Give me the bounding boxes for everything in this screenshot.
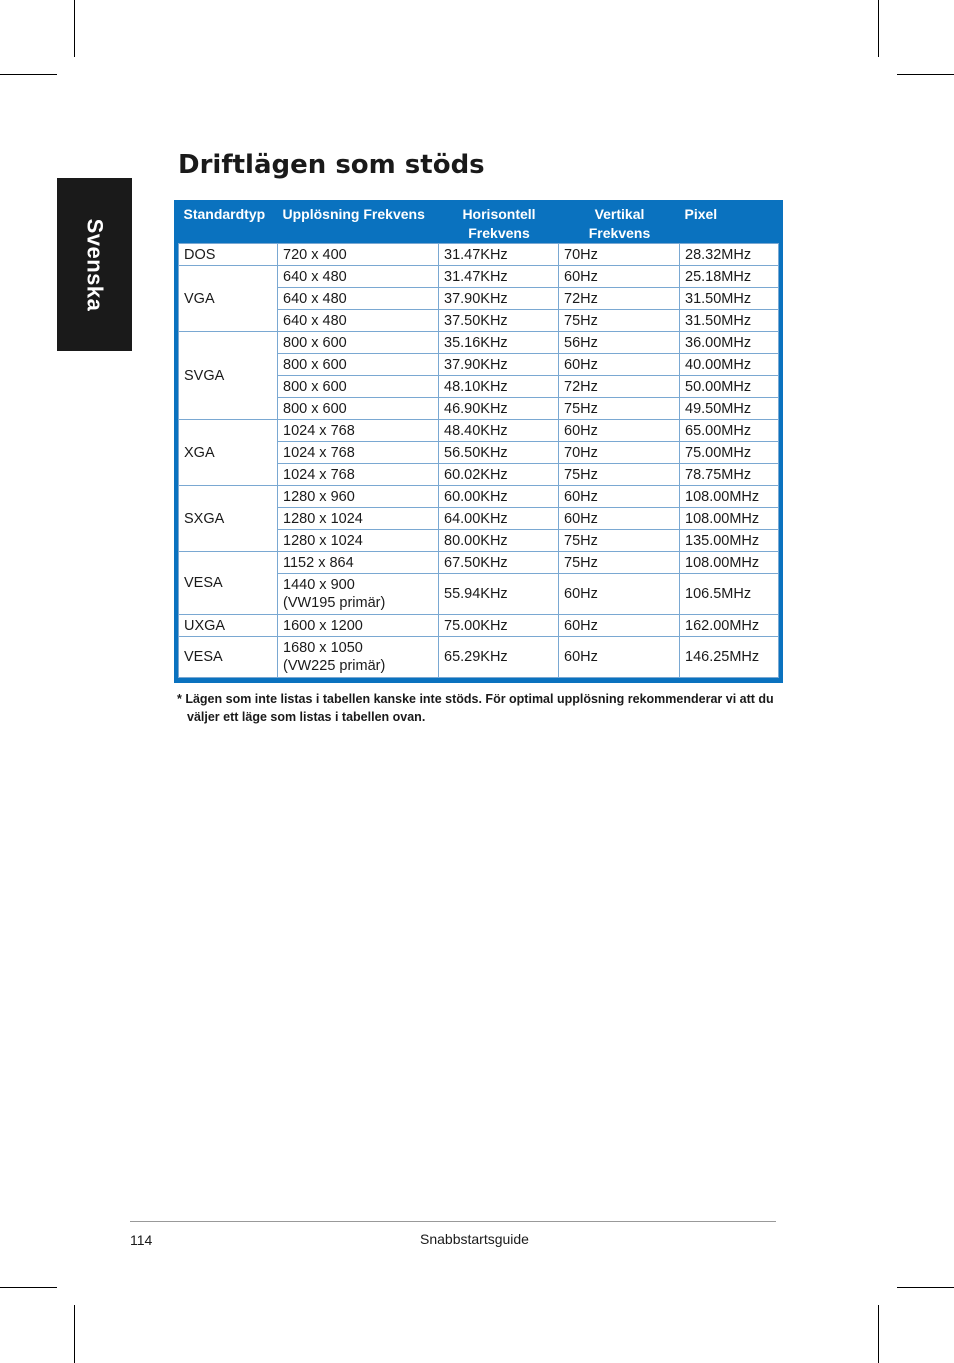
resolution-cell: [278, 266, 439, 288]
header-h-line1: Horisontell: [462, 206, 536, 222]
standard-cell: UXGA: [179, 615, 278, 637]
table-row: [179, 486, 779, 508]
resolution-cell: [278, 486, 439, 508]
resolution-value: 800 x 600: [283, 400, 347, 417]
resolution-cell: [278, 398, 439, 420]
resolution-value: 1024 x 768: [283, 444, 355, 461]
horizontal-frequency-cell: 37.50KHz: [439, 310, 559, 332]
horizontal-frequency-cell: 37.90KHz: [439, 288, 559, 310]
pixel-clock-cell: 49.50MHz: [680, 398, 779, 420]
crop-mark: [897, 74, 954, 75]
vertical-frequency-cell: 70Hz: [559, 442, 680, 464]
vertical-frequency-cell: 75Hz: [559, 530, 680, 552]
standard-cell: VESA: [179, 637, 278, 678]
resolution-cell: [278, 332, 439, 354]
resolution-value: 640 x 480: [283, 290, 347, 307]
resolution-value: 1440 x 900: [283, 577, 355, 593]
crop-mark: [0, 1287, 57, 1288]
table-body: [179, 244, 779, 678]
resolution-cell: [278, 376, 439, 398]
resolution-value: 1280 x 960: [283, 488, 355, 505]
vertical-frequency-cell: 72Hz: [559, 376, 680, 398]
pixel-clock-cell: 31.50MHz: [680, 310, 779, 332]
standard-cell: XGA: [179, 420, 278, 486]
resolution-cell: [278, 615, 439, 637]
pixel-clock-cell: 36.00MHz: [680, 332, 779, 354]
modes-table-frame: [174, 200, 783, 683]
pixel-clock-cell: 108.00MHz: [680, 508, 779, 530]
horizontal-frequency-cell: 56.50KHz: [439, 442, 559, 464]
resolution-value: 800 x 600: [283, 334, 347, 351]
vertical-frequency-cell: 72Hz: [559, 288, 680, 310]
vertical-frequency-cell: 60Hz: [559, 615, 680, 637]
horizontal-frequency-cell: 67.50KHz: [439, 552, 559, 574]
resolution-cell: [278, 574, 439, 615]
pixel-clock-cell: 162.00MHz: [680, 615, 779, 637]
pixel-clock-cell: 65.00MHz: [680, 420, 779, 442]
resolution-value: 640 x 480: [283, 312, 347, 329]
standard-cell: DOS: [179, 244, 278, 266]
vertical-frequency-cell: 60Hz: [559, 637, 680, 678]
page-number: 114: [130, 1232, 153, 1248]
vertical-frequency-cell: 75Hz: [559, 464, 680, 486]
horizontal-frequency-cell: 80.00KHz: [439, 530, 559, 552]
vertical-frequency-cell: 60Hz: [559, 266, 680, 288]
vertical-frequency-cell: 60Hz: [559, 354, 680, 376]
resolution-value: 1280 x 1024: [283, 510, 363, 527]
header-v-line1: Vertikal: [594, 206, 645, 222]
horizontal-frequency-cell: 46.90KHz: [439, 398, 559, 420]
resolution-note: (VW225 primär): [283, 658, 386, 674]
vertical-frequency-cell: 70Hz: [559, 244, 680, 266]
page-title: Driftlägen som stöds: [178, 150, 485, 180]
resolution-cell: [278, 464, 439, 486]
resolution-cell: [278, 244, 439, 266]
resolution-value: 800 x 600: [283, 356, 347, 373]
resolution-note: (VW195 primär): [283, 595, 386, 611]
header-resolution: Upplösning Frekvens: [282, 206, 425, 222]
horizontal-frequency-cell: 35.16KHz: [439, 332, 559, 354]
standard-cell: SXGA: [179, 486, 278, 552]
standard-cell: VGA: [179, 266, 278, 332]
resolution-cell: [278, 552, 439, 574]
header-v-line2: Frekvens: [588, 225, 651, 241]
resolution-cell: [278, 420, 439, 442]
pixel-clock-cell: 146.25MHz: [680, 637, 779, 678]
resolution-cell: [278, 637, 439, 678]
vertical-frequency-cell: 75Hz: [559, 310, 680, 332]
crop-mark: [0, 74, 57, 75]
crop-mark: [878, 1305, 879, 1363]
vertical-frequency-cell: 75Hz: [559, 552, 680, 574]
crop-mark: [74, 0, 75, 57]
resolution-value: 1280 x 1024: [283, 532, 363, 549]
pixel-clock-cell: 108.00MHz: [680, 552, 779, 574]
table-row: [179, 552, 779, 574]
header-vertical-frequency: [559, 200, 680, 244]
resolution-value: 1600 x 1200: [283, 617, 363, 634]
standard-cell: VESA: [179, 552, 278, 615]
vertical-frequency-cell: 75Hz: [559, 398, 680, 420]
pixel-clock-cell: 108.00MHz: [680, 486, 779, 508]
resolution-value: 800 x 600: [283, 378, 347, 395]
pixel-clock-cell: 106.5MHz: [680, 574, 779, 615]
vertical-frequency-cell: 60Hz: [559, 420, 680, 442]
footer-label: Snabbstartsguide: [420, 1231, 529, 1247]
pixel-clock-cell: 25.18MHz: [680, 266, 779, 288]
horizontal-frequency-cell: 55.94KHz: [439, 574, 559, 615]
vertical-frequency-cell: 56Hz: [559, 332, 680, 354]
resolution-cell: [278, 508, 439, 530]
resolution-value: 1024 x 768: [283, 422, 355, 439]
horizontal-frequency-cell: 31.47KHz: [439, 244, 559, 266]
horizontal-frequency-cell: 60.02KHz: [439, 464, 559, 486]
table-row: [179, 266, 779, 288]
pixel-clock-cell: 40.00MHz: [680, 354, 779, 376]
resolution-value: 1152 x 864: [283, 554, 354, 571]
horizontal-frequency-cell: 48.10KHz: [439, 376, 559, 398]
pixel-clock-cell: 135.00MHz: [680, 530, 779, 552]
table-row: [179, 244, 779, 266]
resolution-cell: [278, 354, 439, 376]
footer-divider: [130, 1221, 776, 1222]
resolution-value: 1680 x 1050: [283, 640, 363, 656]
crop-mark: [74, 1305, 75, 1363]
vertical-frequency-cell: 60Hz: [559, 508, 680, 530]
resolution-cell: [278, 530, 439, 552]
horizontal-frequency-cell: 75.00KHz: [439, 615, 559, 637]
crop-mark: [878, 0, 879, 57]
header-standard: Standardtyp: [183, 206, 266, 222]
table-row: [179, 615, 779, 637]
horizontal-frequency-cell: 60.00KHz: [439, 486, 559, 508]
resolution-cell: [278, 310, 439, 332]
vertical-frequency-cell: 60Hz: [559, 486, 680, 508]
pixel-clock-cell: 28.32MHz: [680, 244, 779, 266]
horizontal-frequency-cell: 37.90KHz: [439, 354, 559, 376]
resolution-value: 1024 x 768: [283, 466, 355, 483]
resolution-value: 720 x 400: [283, 246, 347, 263]
horizontal-frequency-cell: 65.29KHz: [439, 637, 559, 678]
footnote: * Lägen som inte listas i tabellen kanske inte stöds. För optimal upplösning rekommenderar vi att du väljer ett läge som listas i tabellen ovan.: [177, 692, 774, 724]
pixel-clock-cell: 50.00MHz: [680, 376, 779, 398]
header-horizontal-frequency: [439, 200, 559, 244]
horizontal-frequency-cell: 64.00KHz: [439, 508, 559, 530]
table-row: [179, 332, 779, 354]
crop-mark: [897, 1287, 954, 1288]
resolution-cell: [278, 288, 439, 310]
pixel-clock-cell: 31.50MHz: [680, 288, 779, 310]
table-row: [179, 637, 779, 678]
header-h-line2: Frekvens: [468, 225, 530, 241]
resolution-value: 640 x 480: [283, 268, 347, 285]
pixel-clock-cell: 78.75MHz: [680, 464, 779, 486]
table-header-row: [179, 200, 779, 244]
horizontal-frequency-cell: 31.47KHz: [439, 266, 559, 288]
horizontal-frequency-cell: 48.40KHz: [439, 420, 559, 442]
language-side-tab: [57, 178, 132, 351]
resolution-cell: [278, 442, 439, 464]
vertical-frequency-cell: 60Hz: [559, 574, 680, 615]
header-pixel: Pixel: [684, 206, 718, 222]
pixel-clock-cell: 75.00MHz: [680, 442, 779, 464]
standard-cell: SVGA: [179, 332, 278, 420]
language-label: Svenska: [82, 218, 108, 311]
table-row: [179, 420, 779, 442]
supported-modes-table: [178, 200, 779, 678]
